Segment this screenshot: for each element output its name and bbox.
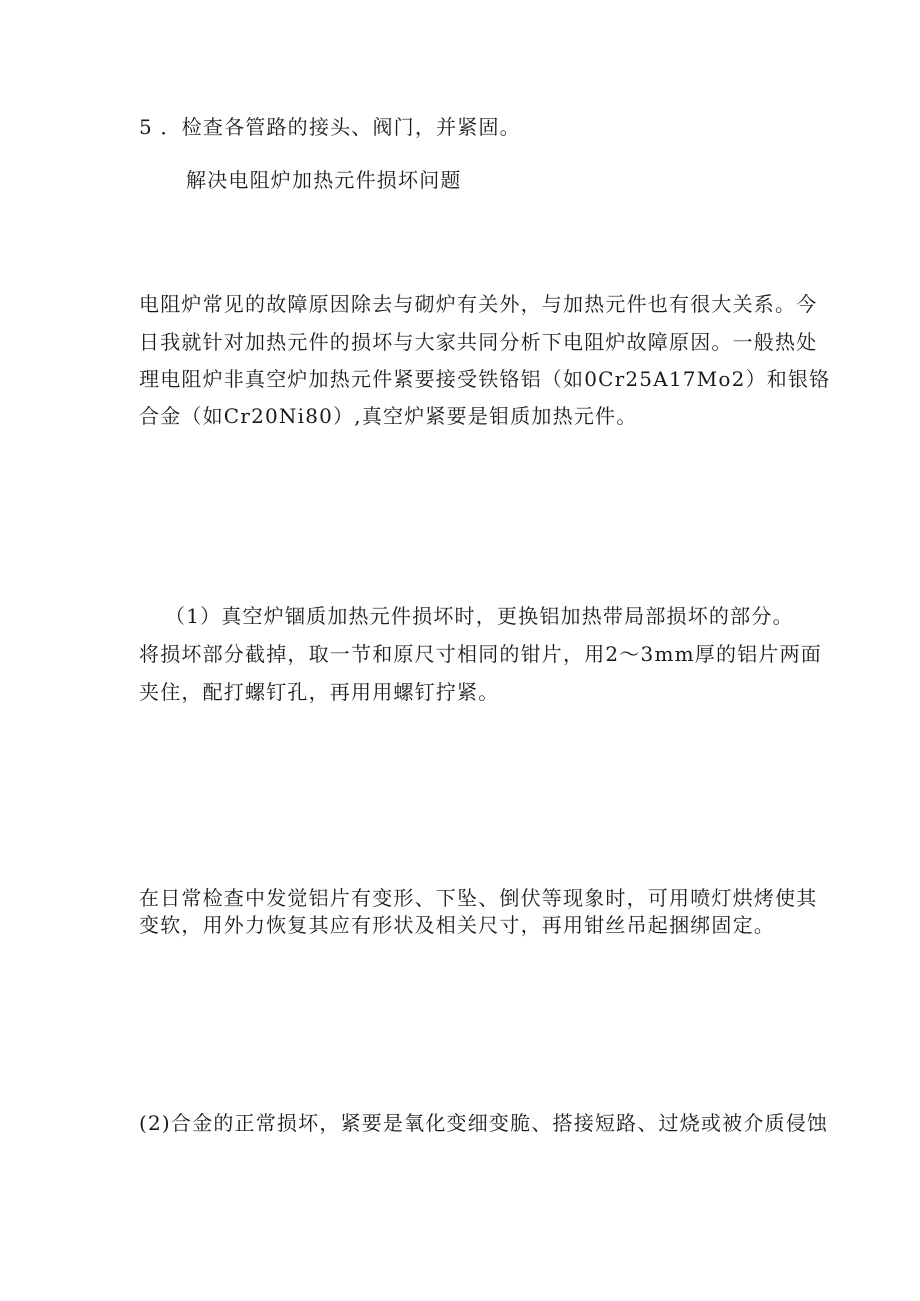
paragraph-line: 在日常检查中发觉铝片有变形、下坠、倒伏等现象时，可用喷灯烘烤使其: [139, 886, 818, 910]
section-heading: 解决电阻炉加热元件损坏问题: [186, 168, 462, 192]
paragraph-line: 日我就针对加热元件的损坏与大家共同分析下电阻炉故障原因。一般热处: [139, 330, 818, 354]
paragraph-line: 将损坏部分截掉，取一节和原尺寸相同的钳片，用2～3mm厚的铝片两面: [139, 642, 822, 666]
list-item-5: 5 ．检查各管路的接头、阀门，并紧固。: [139, 115, 521, 139]
point-2-paragraph: (2)合金的正常损坏，紧要是氧化变细变脆、搭接短路、过烧或被介质侵蚀: [139, 1111, 829, 1135]
paragraph-line: 理电阻炉非真空炉加热元件紧要接受铁铬铝（如0Cr25A17Mo2）和银铬: [139, 367, 831, 391]
paragraph-line: （1）真空炉锢质加热元件损坏时，更换铝加热带局部损坏的部分。: [165, 604, 794, 628]
paragraph-line: 合金（如Cr20Ni80）,真空炉紧要是钼质加热元件。: [139, 404, 638, 428]
paragraph-line: 电阻炉常见的故障原因除去与砌炉有关外，与加热元件也有很大关系。今: [139, 292, 818, 316]
paragraph-line: 夹住，配打螺钉孔，再用用螺钉拧紧。: [139, 680, 500, 704]
paragraph-line: 变软，用外力恢复其应有形状及相关尺寸，再用钳丝吊起捆绑固定。: [139, 913, 775, 937]
